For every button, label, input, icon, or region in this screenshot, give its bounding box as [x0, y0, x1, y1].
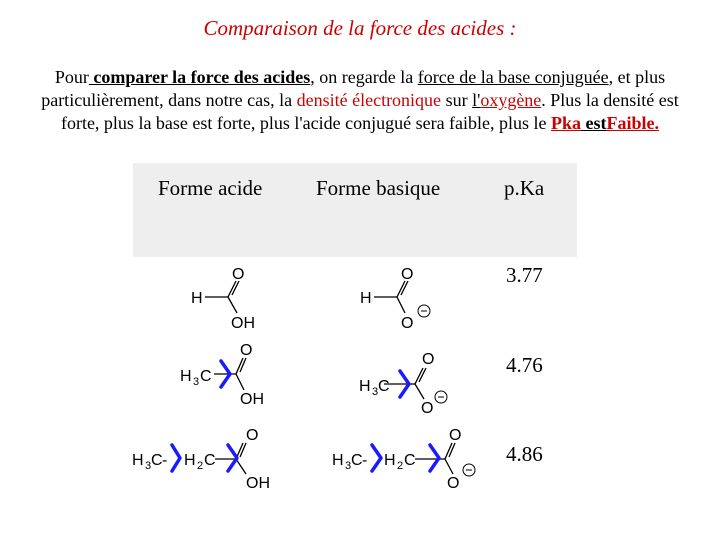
atom-h: H: [180, 368, 192, 385]
atom-o: O: [246, 427, 259, 444]
atom-c: C: [200, 368, 212, 385]
atom-o: O: [421, 400, 434, 417]
atom-c: C: [378, 378, 390, 395]
atom-o: O: [240, 342, 253, 359]
atom-c: C: [204, 452, 216, 469]
subscript-3: 3: [372, 386, 379, 398]
atom-o: O: [449, 427, 462, 444]
atom-o: O: [447, 475, 460, 492]
atom-h: H: [359, 378, 371, 395]
bond-dash: -: [162, 452, 168, 469]
pka-value-acetic: 4.76: [506, 353, 543, 377]
header-forme-acide: Forme acide: [158, 176, 263, 200]
charge-minus-signs: [421, 311, 472, 470]
page-title: Comparaison de la force des acides :: [203, 16, 517, 40]
subscript-2: 2: [197, 460, 204, 472]
atom-o: O: [232, 266, 245, 283]
header-forme-basique: Forme basique: [316, 176, 441, 200]
pka-value-propanoic: 4.86: [506, 442, 543, 466]
atom-o: O: [401, 315, 414, 332]
atom-h: H: [332, 452, 344, 469]
atom-c: C: [151, 452, 163, 469]
atom-h: H: [360, 290, 372, 307]
atom-oh: OH: [246, 475, 270, 492]
subscript-2: 2: [397, 460, 404, 472]
atom-c: C: [351, 452, 363, 469]
charge-circles: [418, 305, 475, 476]
header-pka: p.Ka: [504, 176, 545, 200]
atom-oh: OH: [240, 391, 264, 408]
intro-paragraph: Pour comparer la force des acides, on regarde la force de la base conjuguée, et plus particulièrement, dans notre cas, la densité électronique sur l'oxygène. Plus la densité est forte, plus la base est forte, plus l'acide conjugué sera faible, plus le Pka estFaible.: [41, 67, 679, 133]
bond-lines: [205, 281, 455, 474]
atom-h: H: [184, 452, 196, 469]
atom-oh: OH: [231, 315, 255, 332]
subscript-3: 3: [345, 460, 352, 472]
bond-dash: -: [362, 452, 368, 469]
atom-o: O: [422, 351, 435, 368]
atom-h: H: [191, 290, 203, 307]
atom-h: H: [384, 452, 396, 469]
subscript-3: 3: [145, 460, 152, 472]
subscript-3: 3: [193, 376, 200, 388]
pka-value-formic: 3.77: [506, 263, 543, 287]
atom-h: H: [132, 452, 144, 469]
atom-c: C: [404, 452, 416, 469]
atom-o: O: [401, 266, 414, 283]
